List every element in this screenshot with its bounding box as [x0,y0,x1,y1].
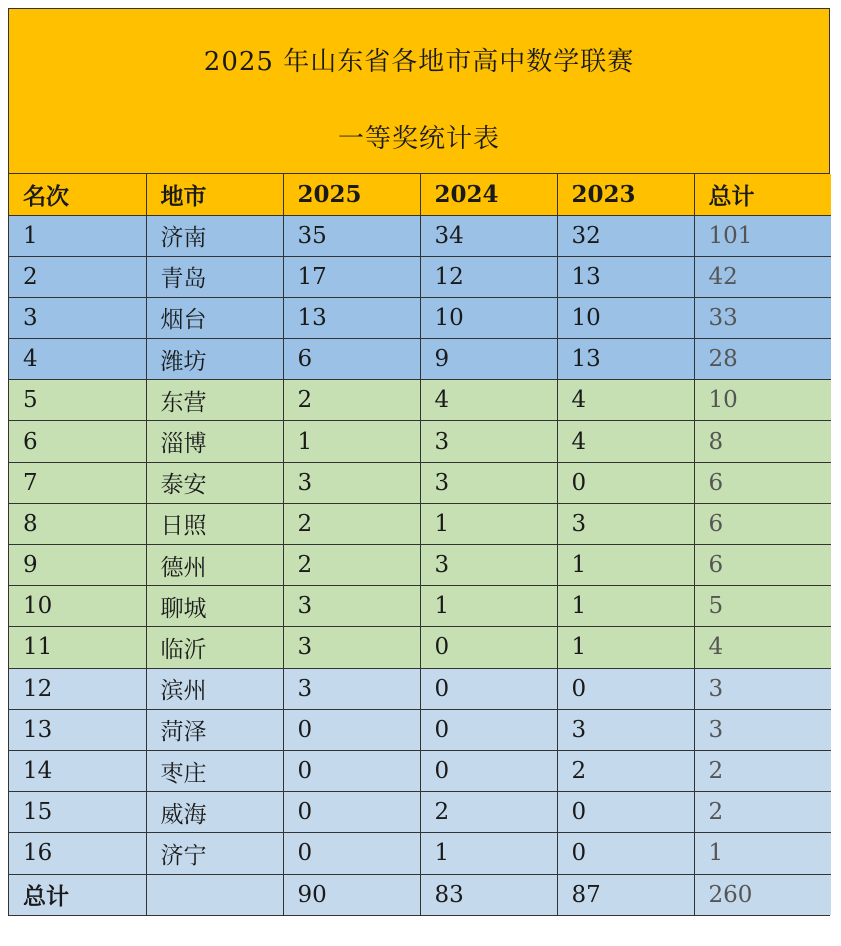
total-cell: 3 [694,709,831,750]
value-2023-cell: 1 [557,545,694,586]
rank-cell: 9 [9,545,146,586]
table-title: 2025 年山东省各地市高中数学联赛 [203,47,635,77]
value-2023-cell: 0 [557,462,694,503]
value-2025-cell: 2 [283,380,420,421]
value-2023-cell: 1 [557,586,694,627]
value-2023-cell: 4 [557,421,694,462]
rank-cell: 14 [9,750,146,791]
rank-cell: 3 [9,297,146,338]
total-cell: 101 [694,215,831,256]
table-row [9,833,831,874]
total-cell: 6 [694,545,831,586]
rank-cell: 12 [9,668,146,709]
value-2024-cell: 3 [420,421,557,462]
value-2024-cell: 10 [420,297,557,338]
value-2023-cell: 13 [557,339,694,380]
table-row [9,627,831,668]
rank-cell: 10 [9,586,146,627]
total-cell: 6 [694,462,831,503]
city-cell: 聊城 [146,586,283,627]
value-2023-cell: 0 [557,792,694,833]
header-city: 地市 [146,174,283,215]
city-cell: 菏泽 [146,709,283,750]
value-2025-cell: 13 [283,297,420,338]
value-2024-cell: 0 [420,709,557,750]
value-2024-cell: 2 [420,792,557,833]
total-cell: 42 [694,256,831,297]
footer-city-cell [146,874,283,915]
rank-cell: 8 [9,503,146,544]
value-2024-cell: 9 [420,339,557,380]
value-2024-cell: 1 [420,503,557,544]
city-cell: 东营 [146,380,283,421]
total-cell: 5 [694,586,831,627]
value-2025-cell: 3 [283,586,420,627]
table-row [9,297,831,338]
total-cell: 2 [694,750,831,791]
value-2025-cell: 2 [283,503,420,544]
footer-2025-cell: 90 [283,874,420,915]
city-cell: 潍坊 [146,339,283,380]
city-cell: 滨州 [146,668,283,709]
table-row [9,668,831,709]
value-2023-cell: 4 [557,380,694,421]
value-2023-cell: 3 [557,709,694,750]
total-cell: 28 [694,339,831,380]
rank-cell: 7 [9,462,146,503]
value-2025-cell: 0 [283,750,420,791]
table-row [9,421,831,462]
value-2023-cell: 0 [557,668,694,709]
footer-2024-cell: 83 [420,874,557,915]
city-cell: 泰安 [146,462,283,503]
rank-cell: 6 [9,421,146,462]
table-row [9,215,831,256]
value-2024-cell: 1 [420,586,557,627]
table-row [9,256,831,297]
value-2024-cell: 3 [420,462,557,503]
total-cell: 10 [694,380,831,421]
title-block [9,9,829,174]
total-cell: 1 [694,833,831,874]
rank-cell: 16 [9,833,146,874]
value-2025-cell: 35 [283,215,420,256]
value-2024-cell: 34 [420,215,557,256]
city-cell: 青岛 [146,256,283,297]
city-cell: 威海 [146,792,283,833]
value-2023-cell: 1 [557,627,694,668]
header-row [9,174,831,215]
value-2024-cell: 1 [420,833,557,874]
total-cell: 3 [694,668,831,709]
rank-cell: 2 [9,256,146,297]
value-2025-cell: 1 [283,421,420,462]
value-2025-cell: 3 [283,668,420,709]
table-row [9,750,831,791]
table-row [9,792,831,833]
rank-cell: 4 [9,339,146,380]
value-2023-cell: 2 [557,750,694,791]
total-cell: 4 [694,627,831,668]
table-row [9,586,831,627]
total-cell: 8 [694,421,831,462]
table-row [9,503,831,544]
table-row [9,462,831,503]
award-table-sheet [8,8,830,916]
value-2025-cell: 2 [283,545,420,586]
value-2025-cell: 0 [283,709,420,750]
header-2025: 2025 [283,174,420,215]
value-2025-cell: 17 [283,256,420,297]
footer-total-cell: 260 [694,874,831,915]
value-2024-cell: 3 [420,545,557,586]
header-2024: 2024 [420,174,557,215]
city-cell: 德州 [146,545,283,586]
value-2024-cell: 12 [420,256,557,297]
city-cell: 枣庄 [146,750,283,791]
value-2025-cell: 3 [283,627,420,668]
footer-2023-cell: 87 [557,874,694,915]
value-2023-cell: 0 [557,833,694,874]
header-total: 总计 [694,174,831,215]
city-cell: 烟台 [146,297,283,338]
header-2023: 2023 [557,174,694,215]
city-cell: 淄博 [146,421,283,462]
footer-total-row [9,874,831,915]
table-row [9,545,831,586]
table-row [9,709,831,750]
footer-label-cell: 总计 [9,874,146,915]
value-2024-cell: 0 [420,627,557,668]
value-2023-cell: 3 [557,503,694,544]
rank-cell: 11 [9,627,146,668]
table-row [9,380,831,421]
total-cell: 6 [694,503,831,544]
rank-cell: 1 [9,215,146,256]
city-cell: 临沂 [146,627,283,668]
rank-cell: 13 [9,709,146,750]
rank-cell: 15 [9,792,146,833]
value-2024-cell: 0 [420,750,557,791]
value-2025-cell: 0 [283,792,420,833]
value-2025-cell: 0 [283,833,420,874]
value-2023-cell: 13 [557,256,694,297]
award-table [9,174,831,915]
value-2025-cell: 3 [283,462,420,503]
value-2024-cell: 0 [420,668,557,709]
header-rank: 名次 [9,174,146,215]
value-2025-cell: 6 [283,339,420,380]
total-cell: 2 [694,792,831,833]
table-subtitle: 一等奖统计表 [337,124,500,154]
table-row [9,339,831,380]
value-2023-cell: 10 [557,297,694,338]
city-cell: 日照 [146,503,283,544]
city-cell: 济南 [146,215,283,256]
value-2023-cell: 32 [557,215,694,256]
total-cell: 33 [694,297,831,338]
value-2024-cell: 4 [420,380,557,421]
city-cell: 济宁 [146,833,283,874]
rank-cell: 5 [9,380,146,421]
